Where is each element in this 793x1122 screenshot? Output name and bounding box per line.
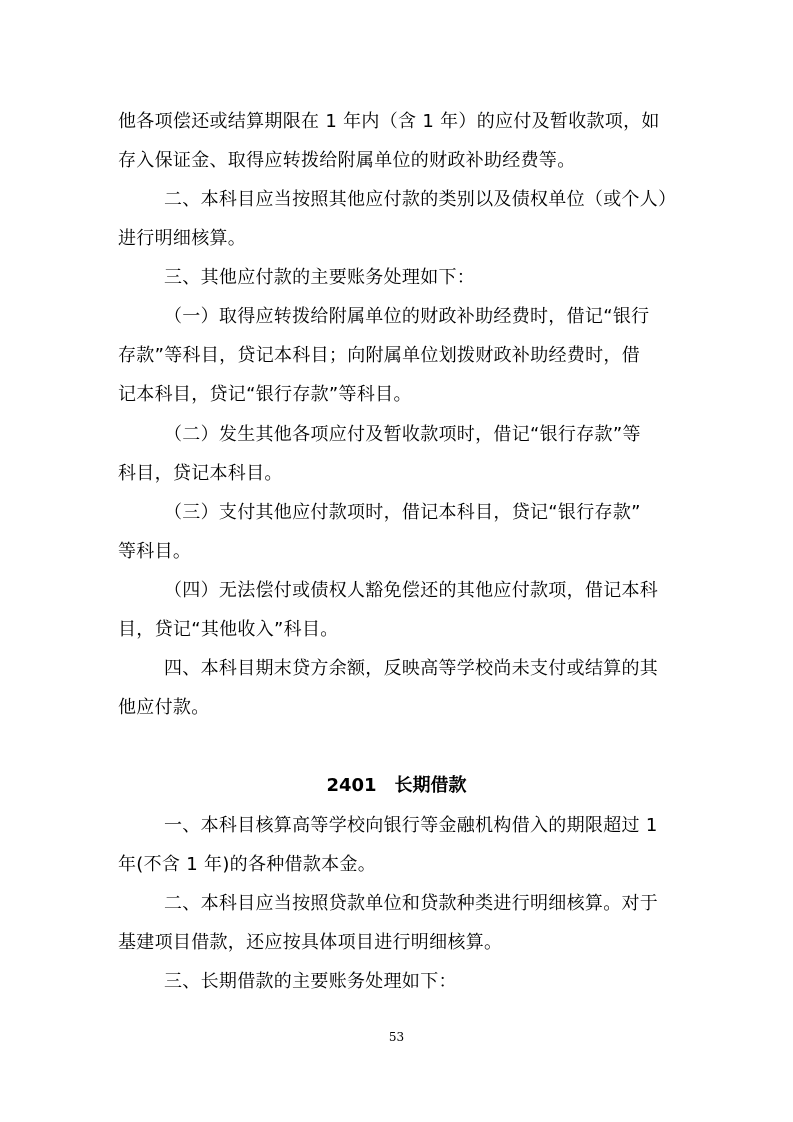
text-line-4: 进行明细核算。: [118, 228, 247, 249]
section-text-line-5: 三、长期借款的主要账务处理如下：: [164, 971, 457, 992]
section-text-line-2: 年(不含 1 年)的各种借款本金。: [118, 854, 377, 875]
section-heading: 2401 长期借款: [326, 775, 467, 796]
text-line-8: 记本科目，贷记“银行存款”等科目。: [118, 384, 412, 405]
section-text-line-1: 一、本科目核算高等学校向银行等金融机构借入的期限超过 1: [164, 815, 658, 836]
text-line-10: 科目，贷记本科目。: [118, 463, 283, 484]
text-line-14: 目，贷记“其他收入”科目。: [118, 619, 339, 640]
page-number: 53: [388, 1030, 405, 1044]
text-line-5: 三、其他应付款的主要账务处理如下：: [164, 267, 476, 288]
section-text-line-4: 基建项目借款，还应按具体项目进行明细核算。: [118, 932, 503, 953]
text-line-1: 他各项偿还或结算期限在 1 年内（含 1 年）的应付及暂收款项，如: [118, 111, 660, 132]
text-line-2: 存入保证金、取得应转拨给附属单位的财政补助经费等。: [118, 150, 576, 171]
text-line-9: （二）发生其他各项应付及暂收款项时，借记“银行存款”等: [164, 424, 641, 445]
text-line-7: 存款”等科目，贷记本科目；向附属单位划拨财政补助经费时，借: [118, 345, 641, 366]
section-text-line-3: 二、本科目应当按照贷款单位和贷款种类进行明细核算。对于: [164, 893, 659, 914]
text-line-6: （一）取得应转拨给附属单位的财政补助经费时，借记“银行: [164, 306, 650, 327]
text-line-3: 二、本科目应当按照其他应付款的类别以及债权单位（或个人）: [164, 189, 677, 210]
text-line-16: 他应付款。: [118, 697, 210, 718]
text-line-11: （三）支付其他应付款项时，借记本科目，贷记“银行存款”: [164, 502, 641, 523]
text-line-13: （四）无法偿付或债权人豁免偿还的其他应付款项，借记本科: [164, 580, 659, 601]
text-line-15: 四、本科目期末贷方余额，反映高等学校尚未支付或结算的其: [164, 658, 659, 679]
text-line-12: 等科目。: [118, 541, 192, 562]
